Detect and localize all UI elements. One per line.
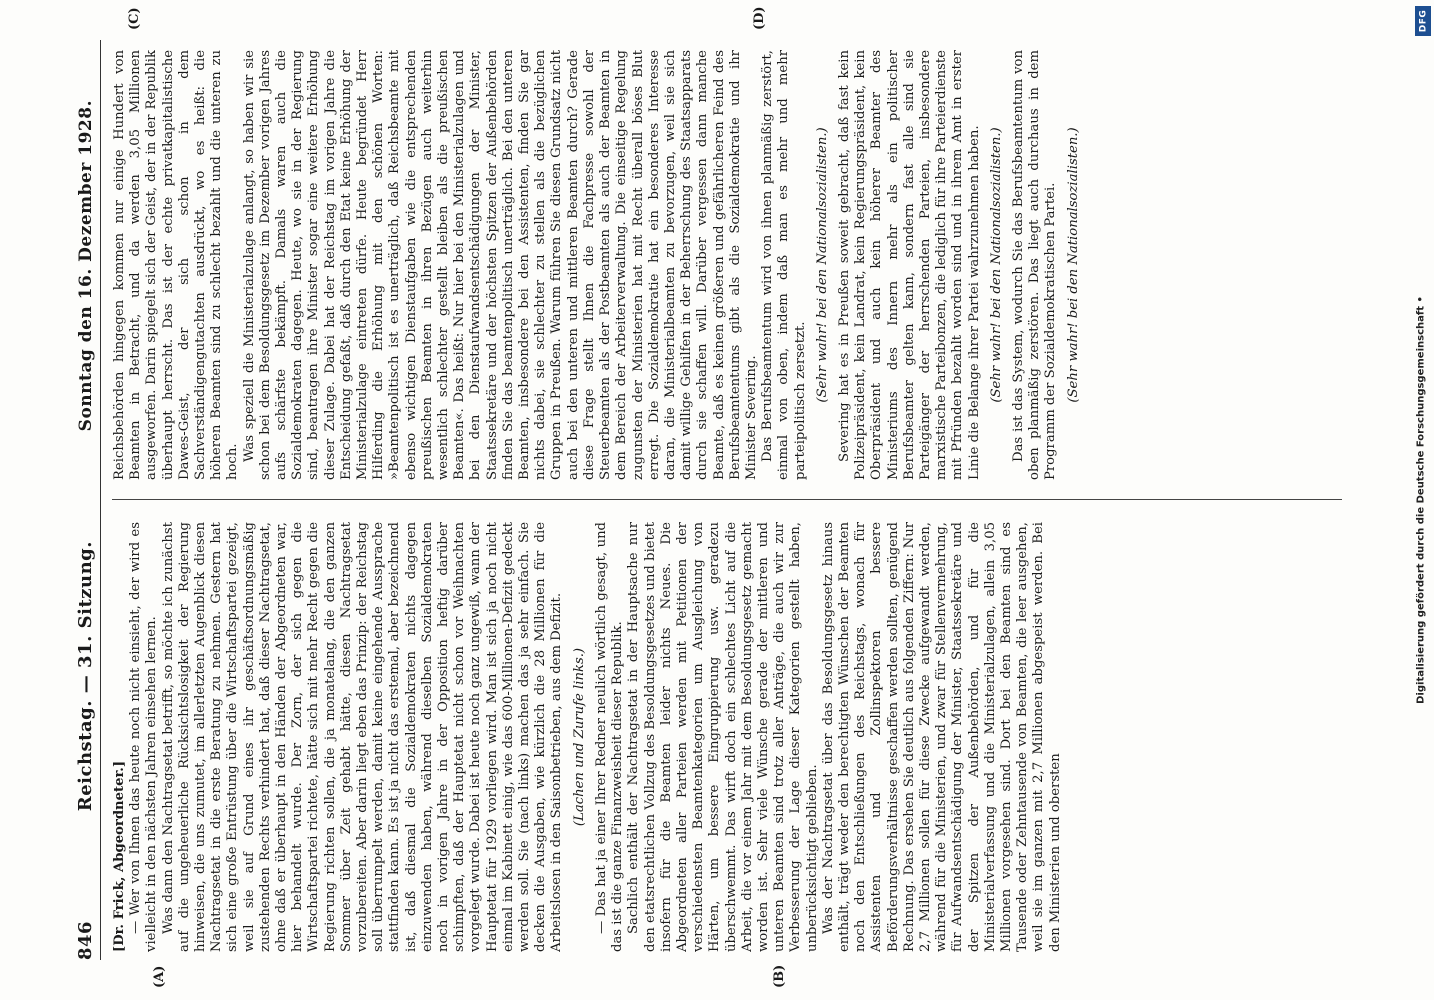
paragraph: Was speziell die Ministerialzulage anlangt, so haben wir sie schon bei dem Besoldungsgesetz im Dezember vorigen Jahres aufs schärfste bekämpft. Damals waren auch die Sozialdemokraten dagegen. Heute, wo sie in der Regierung sind, beantragen ihre Minister sogar eine weitere Erhöhung dieser Zulage. Dabei hat der Reichstag im vorigen Jahre die Entscheidung gefaßt, daß durch den Etat keine Erhöhung der Ministerialzulage eintreten dürfe. Heute begründet Herr Hilferding die Erhöhung mit den schönen Worten: »Beamtenpolitisch ist es unerträglich, daß Reichsbeamte mit ebenso wichtigen Dienstaufgaben wie die entsprechenden preußischen Beamten in ihren Bezügen auch weiterhin wesentlich schlechter gestellt bleiben als die preußischen Beamten«. Das heißt: Nur hier bei den Ministerialzulagen und bei den Dienstaufwandsentschädigungen der Minister, Staatssekretäre und der höchsten Spitzen der Außenbehörden finden Sie das beamtenpolitisch unerträglich. Bei den unteren Beamten, insbesondere bei den Assistenten, finden Sie gar nichts dabei, sie schlechter zu stellen als die bezüglichen Gruppen in Preußen. Warum führen Sie diesen Grundsatz nicht auch bei den unteren und mittleren Beamten durch? Gerade diese Frage stellt Ihnen die Fachpresse sowohl der Steuerbeamten als der Postbeamten als auch der Beamten in dem Bereich der Arbeiterverwaltung. Die einseitige Regelung zugunsten der Ministerien hat mit Recht überall böses Blut erregt. Die Sozialdemokratie hat ein besonderes Interesse daran, die Ministerialbeamten zu bevorzugen, weil sie sich damit willige Gehilfen in der Beherrschung des Staatsapparats durch sie schaffen will. Darüber vergessen dann manche Beamte, daß es keinen größeren und gefährlicheren Feind des Berufsbeamtentums gibt als die Sozialdemokratie und ihr Minister Severing. [241, 50, 759, 480]
interjection: (Lachen und Zurufe links.) [571, 647, 587, 827]
page-header [52, 40, 96, 960]
margin-marker-b: (B) [772, 964, 787, 988]
paragraph: Das Berufsbeamtentum wird von ihnen planmäßig zerstört, einmal von oben, indem daß man es mehr und mehr parteipolitisch zersetzt. [760, 50, 808, 480]
paragraph: — Das hat ja einer Ihrer Redner neulich wörtlich gesagt, und das ist die ganze Finanzweisheit dieser Republik. [593, 522, 626, 952]
dfg-logo [1415, 6, 1431, 36]
interjection: (Sehr wahr! bei den Nationalsozialisten.) [1065, 127, 1081, 403]
margin-marker-d: (D) [752, 6, 767, 30]
paragraph: Sachlich enthält der Nachtragsetat in der Hauptsache nur den etatsrechtlichen Vollzug des Besoldungsgesetzes und bietet insofern für die Beamten leider nichts Neues. Die Abgeordneten aller Parteien werden mit Petitionen der verschiedensten Beamtenkategorien um Ausgleichung von Härten, um bessere Eingruppierung usw. geradezu überschwemmt. Das wirft doch ein schlechtes Licht auf die Arbeit, die vor einem Jahr mit dem Besoldungsgesetz gemacht worden ist. Sehr viele Wünsche gerade der mittleren und unteren Beamten sind trotz aller Anträge, die auch wir zur Verbesserung der Lage dieser Kategorien gestellt haben, unberücksichtigt geblieben. [626, 522, 820, 952]
margin-marker-a: (A) [152, 965, 167, 988]
left-column [112, 522, 1382, 952]
credit-text: Digitalisierung gefördert durch die Deutsche Forschungsgemeinschaft • [1415, 296, 1427, 704]
paragraph: Was dann den Nachtragsetat betrifft, so möchte ich zunächst auf die ungeheuerliche Rücksichtslosigkeit der Regierung hinweisen, die uns zumutet, im allerletzten Augenblick diesen Nachtragsetat in die erste Beratung zu nehmen. Gestern hat sich eine große Entrüstung über die Wirtschaftspartei gezeigt, weil sie auf Grund eines ihr geschäftsordnungsmäßig zustehenden Rechts verhindert hat, daß dieser Nachtragsetat, ohne daß er überhaupt in den Händen der Abgeordneten war, hier behandelt wurde. Der Zorn, der sich gegen die Wirtschaftspartei richtete, hätte sich mit mehr Recht gegen die Regierung richten sollen, die ja monatelang, die den ganzen Sommer über Zeit gehabt hätte, diesen Nachtragsetat vorzubereiten. Aber darin liegt eben das Prinzip: der Reichstag soll überrumpelt werden, damit keine eingehende Aussprache stattfinden kann. Es ist ja nicht das erstemal, aber bezeichnend ist, daß diesmal die Sozialdemokraten nichts dagegen einzuwenden haben, während dieselben Sozialdemokraten noch in vorigen Jahre in der Opposition heftig darüber schimpften, daß der Hauptetat nicht schon vor Weihnachten vorgelegt wurde. Dabei ist heute noch ganz ungewiß, wann der Hauptetat für 1929 vorliegen wird. Man ist sich ja noch nicht einmal im Kabinett einig, wie das 600-Millionen-Defizit gedeckt werden soll. Sie (nach links) machen das ja sehr einfach. Sie decken die Ausgaben, wie kürzlich die 28 Millionen für die Arbeitslosen in den Saisonbetrieben, aus dem Defizit. [160, 522, 565, 952]
paragraph: Was der Nachtragsetat über das Besoldungsgesetz hinaus enthält, trägt weder den berechtigten Wünschen der Beamten noch den Entschließungen des Reichstags, wonach für Assistenten und Zollinspektoren bessere Beförderungsverhältnisse geschaffen werden sollten, genügend Rechnung. Das ersehen Sie deutlich aus folgenden Ziffern: Nur 2,7 Millionen sollen für diese Zwecke aufgewandt werden, während für die Ministerien, und zwar für Stellenvermehrung, für Aufwandsentschädigung der Minister, Staatssekretäre und der Spitzen der Außenbehörden, und für die Ministerialverfassung und die Ministerialzulagen, allein 3,05 Millionen vorgesehen sind. Dort bei den Beamten sind es Tausende oder Zehntausende von Beamten, die leer ausgehen, weil sie im ganzen mit 2,7 Millionen abgespeist werden. Bei den Ministerien und obersten [820, 522, 1063, 952]
dfg-logo-text: DFG [1418, 9, 1429, 33]
paragraph: Reichsbehörden hingegen kommen nur einige Hundert von Beamten in Betracht, und da werden 3,05 Millionen ausgeworfen. Darin spiegelt sich der Geist, der in der Republik überhaupt herrscht. Das ist der echte privatkapitalistische Dawes-Geist, der sich schon in dem Sachverständigengutachten ausdrückt, wo es heißt: die höheren Beamten sind zu schlecht bezahlt und die unteren zu hoch. [112, 50, 241, 480]
interjection: (Sehr wahr! bei den Nationalsozialisten.) [814, 127, 830, 403]
session-title: Reichstag. — 31. Sitzung. [75, 540, 96, 812]
paragraph: Severing hat es in Preußen soweit gebracht, daß fast kein Polizeipräsident, kein Landrat, kein Regierungspräsident, kein Oberpräsident und auch kein höherer Beamter des Ministeriums des Innern mehr als ein politischer Berufsbeamter gelten kann, sondern fast alle sind sie Parteigänger der herrschenden Parteien, insbesondere marxistische Parteibonzen, die lediglich für ihre Parteierdienste mit Pfründen bezahlt worden sind und in ihrem Amt in erster Linie die Belange ihrer Partei wahrzunehmen haben. [836, 50, 982, 480]
speaker-line: [Dr. Frick, Abgeordneter.] [112, 760, 127, 952]
paragraph: — Wer von Ihnen das heute noch nicht einsieht, der wird es vielleicht in den nächsten Jahren einsehen lernen. [128, 522, 160, 952]
digitization-credit [1412, 6, 1430, 994]
paragraph: Das ist das System, wodurch Sie das Berufsbeamtentum von oben planmäßig zerstören. Das liegt auch durchaus in dem Programm der Sozialdemokratischen Partei. [1010, 50, 1059, 480]
session-date: Sonntag den 16. Dezember 1928. [76, 100, 96, 432]
rotated-document [52, 6, 1382, 988]
margin-marker-c: (C) [127, 7, 142, 30]
column-rule [112, 499, 1342, 500]
right-column [112, 50, 1382, 480]
page-number: 846 [75, 920, 96, 960]
interjection: (Sehr wahr! bei den Nationalsozialisten.) [988, 127, 1004, 403]
header-rule [100, 40, 101, 960]
